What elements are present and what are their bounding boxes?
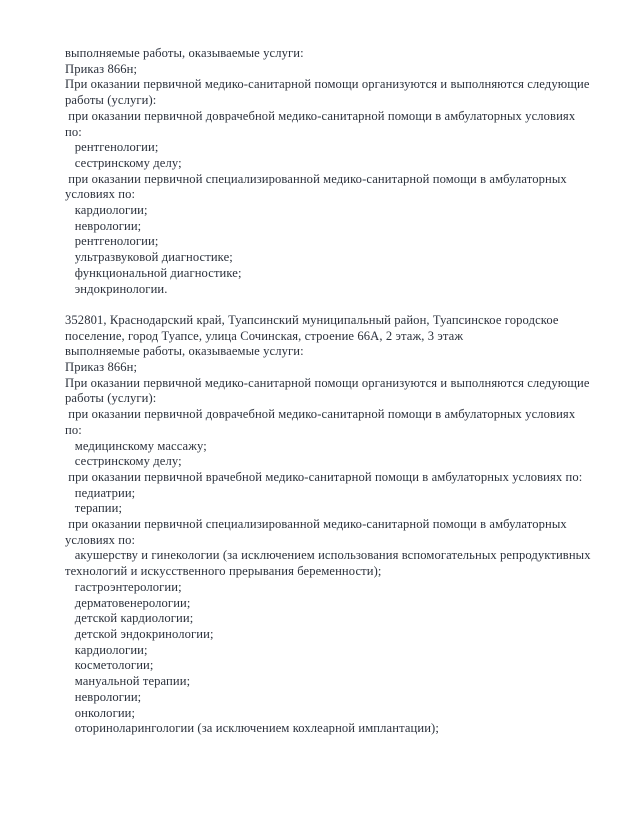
text-line: технологий и искусственного прерывания беременности); [65,564,382,579]
text-line: оториноларингологии (за исключением кохлеарной имплантации); [65,721,439,736]
text-line: по: [65,422,82,437]
text-line: при оказании первичной специализированной медико-санитарной помощи в амбулаторных [65,517,567,532]
text-line: условиях по: [65,532,136,547]
text-line: дерматовенерологии; [65,595,191,610]
text-line: сестринскому делу; [65,454,182,469]
text-line: неврологии; [65,689,142,704]
text-line: 352801, Краснодарский край, Туапсинский муниципальный район, Туапсинское городское [65,312,559,327]
text-line: При оказании первичной медико-санитарной помощи организуются и выполняются следующие [65,375,590,390]
text-line: медицинскому массажу; [65,438,207,453]
text-line: косметологии; [65,658,154,673]
text-line: педиатрии; [65,485,136,500]
text-line: гастроэнтерологии; [65,579,182,594]
text-line: условиях по: [65,187,136,202]
text-line: При оказании первичной медико-санитарной помощи организуются и выполняются следующие [65,77,590,92]
text-line: при оказании первичной доврачебной медико-санитарной помощи в амбулаторных условиях [65,407,576,422]
text-line: при оказании первичной доврачебной медико-санитарной помощи в амбулаторных условиях [65,108,576,123]
text-line: функциональной диагностике; [65,265,242,280]
text-line: работы (услуги): [65,391,157,406]
text-line: рентгенологии; [65,234,159,249]
works-section-2 [65,313,620,737]
text-line: онкологии; [65,705,136,720]
license-works-text [65,46,620,737]
text-line: выполняемые работы, оказываемые услуги: [65,344,304,359]
text-line: кардиологии; [65,642,148,657]
text-line: при оказании первичной врачебной медико-санитарной помощи в амбулаторных условиях по: [65,469,583,484]
text-line: Приказ 866н; [65,360,138,375]
text-line: акушерству и гинекологии (за исключением использования вспомогательных репродуктивных [65,548,591,563]
text-line: детской кардиологии; [65,611,194,626]
works-section-1 [65,46,620,297]
text-line: терапии; [65,501,123,516]
text-line: Приказ 866н; [65,61,138,76]
text-line: ультразвуковой диагностике; [65,250,233,265]
text-line: детской эндокринологии; [65,627,214,641]
text-line: рентгенологии; [65,140,159,155]
text-line: сестринскому делу; [65,155,182,170]
text-line: работы (услуги): [65,93,157,108]
text-line: выполняемые работы, оказываемые услуги: [65,46,304,60]
text-line: эндокринологии. [65,281,168,296]
text-line: кардиологии; [65,203,148,218]
text-line: поселение, город Туапсе, улица Сочинская, строение 66А, 2 этаж, 3 этаж [65,328,464,343]
text-line: по: [65,124,82,139]
text-line: неврологии; [65,218,142,233]
text-line: мануальной терапии; [65,674,191,689]
text-line: при оказании первичной специализированной медико-санитарной помощи в амбулаторных [65,171,567,186]
